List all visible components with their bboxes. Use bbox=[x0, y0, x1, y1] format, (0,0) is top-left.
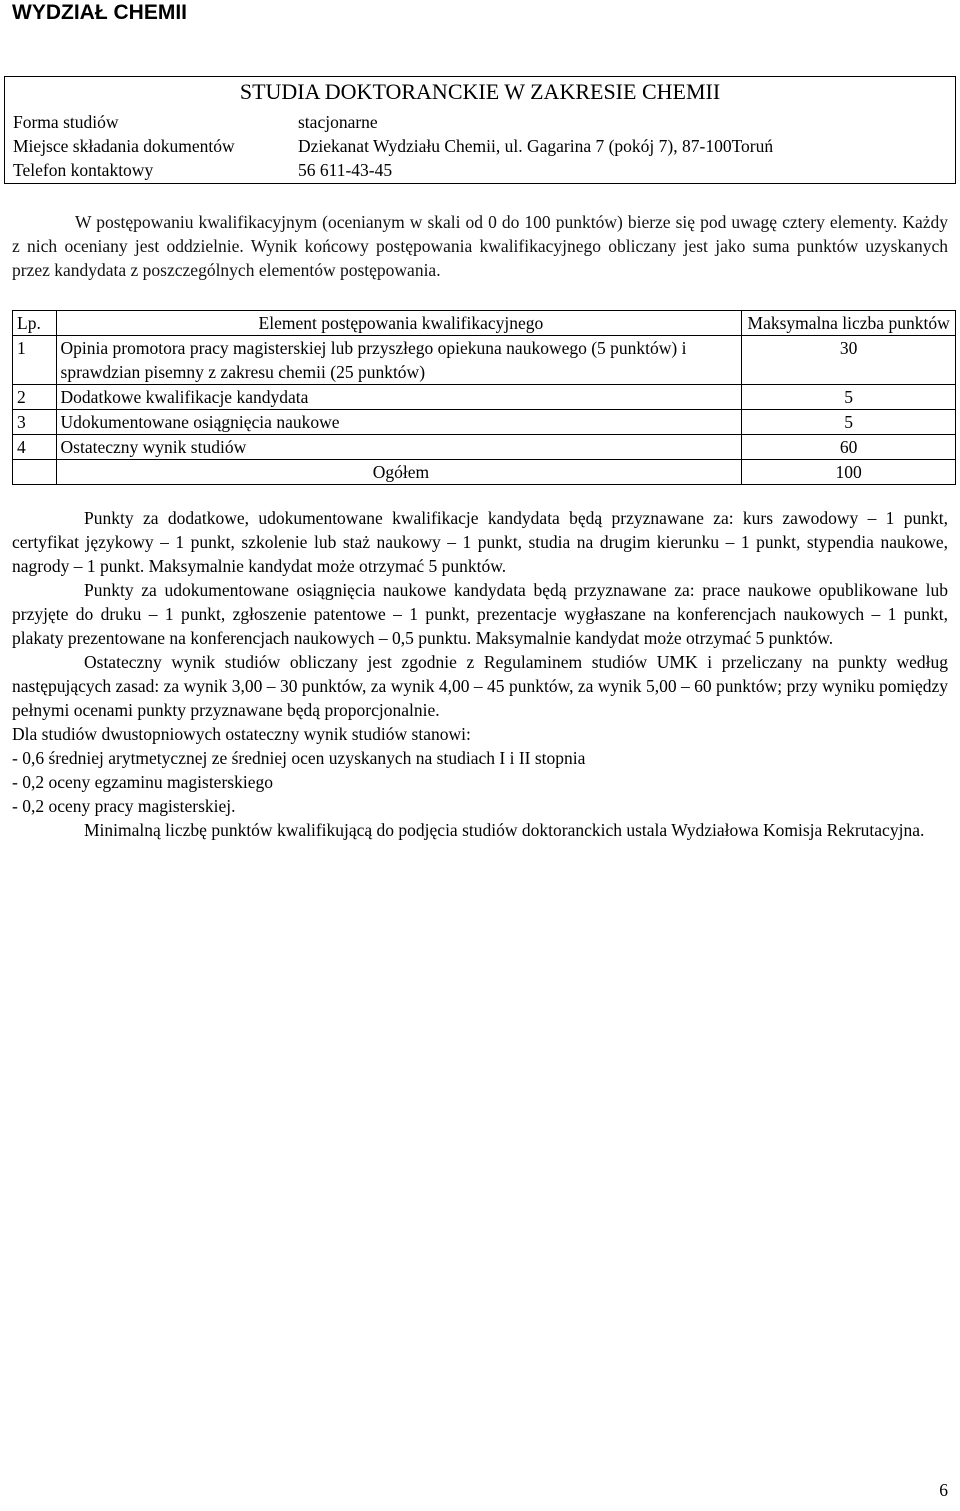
total-label: Ogółem bbox=[56, 460, 742, 485]
header-max-points: Maksymalna liczba punktów bbox=[742, 311, 956, 336]
info-value: Dziekanat Wydziału Chemii, ul. Gagarina 7 (pokój 7), 87-100Toruń bbox=[298, 136, 774, 156]
row-lp: 2 bbox=[13, 385, 57, 410]
body-text bbox=[12, 506, 948, 842]
info-label: Forma studiów bbox=[13, 112, 119, 132]
row-max: 5 bbox=[742, 385, 956, 410]
row-lp: 3 bbox=[13, 410, 57, 435]
paragraph-minimum-points: Minimalną liczbę punktów kwalifikującą do podjęcia studiów doktoranckich ustala Wydziałowa Komisja Rekrutacyjna. bbox=[84, 820, 925, 840]
header-lp: Lp. bbox=[13, 311, 57, 336]
program-info-box bbox=[4, 76, 956, 184]
row-element: Udokumentowane osiągnięcia naukowe bbox=[56, 410, 742, 435]
paragraph-additional-qualifications: Punkty za dodatkowe, udokumentowane kwalifikacje kandydata będą przyznawane za: kurs zawodowy – 1 punkt, certyfikat językowy – 1 punkt, szkolenie lub staż naukowy – 1 punkt, studia na drugim kierunku – 1 punkt, stypendia naukowe, nagrody – 1 punkt. Maksymalnie kandydat może otrzymać 5 punktów. bbox=[12, 508, 948, 576]
row-max: 30 bbox=[742, 336, 956, 385]
table-row bbox=[13, 410, 956, 435]
row-element: Opinia promotora pracy magisterskiej lub przyszłego opiekuna naukowego (5 punktów) i sprawdzian pisemny z zakresu chemii (25 punktów) bbox=[56, 336, 742, 385]
row-max: 60 bbox=[742, 435, 956, 460]
paragraph-final-result: Ostateczny wynik studiów obliczany jest zgodnie z Regulaminem studiów UMK i przeliczany na punkty według następujących zasad: za wynik 3,00 – 30 punktów, za wynik 4,00 – 45 punktów, za wynik 5,00 – 60 punktów; przy wyniku pomiędzy pełnymi ocenami punkty przyznawane będą proporcjonalnie. bbox=[12, 652, 948, 720]
list-item: - 0,2 oceny pracy magisterskiej. bbox=[12, 796, 236, 816]
row-lp: 1 bbox=[13, 336, 57, 385]
faculty-heading: WYDZIAŁ CHEMII bbox=[12, 1, 187, 24]
row-element: Ostateczny wynik studiów bbox=[56, 435, 742, 460]
table-row bbox=[13, 435, 956, 460]
info-value: 56 611-43-45 bbox=[298, 160, 393, 180]
total-value: 100 bbox=[742, 460, 956, 485]
table-row bbox=[13, 385, 956, 410]
row-element: Dodatkowe kwalifikacje kandydata bbox=[56, 385, 742, 410]
list-item: - 0,2 oceny egzaminu magisterskiego bbox=[12, 772, 273, 792]
total-lp-empty bbox=[13, 460, 57, 485]
table-row bbox=[13, 336, 956, 385]
info-value: stacjonarne bbox=[298, 112, 378, 132]
row-lp: 4 bbox=[13, 435, 57, 460]
page-number: 6 bbox=[939, 1480, 948, 1500]
paragraph-two-stage-intro: Dla studiów dwustopniowych ostateczny wynik studiów stanowi: bbox=[12, 724, 471, 744]
paragraph-scientific-achievements: Punkty za udokumentowane osiągnięcia naukowe kandydata będą przyznawane za: prace naukowe opublikowane lub przyjęte do druku – 1 punkt, zgłoszenie patentowe – 1 punkt, prezentacje wygłaszane na konferencjach naukowych – 1 punkt, plakaty prezentowane na konferencjach naukowych – 0,5 punktu. Maksymalnie kandydat może otrzymać 5 punktów. bbox=[12, 580, 948, 648]
intro-text-2: Wynik końcowy postępowania kwalifikacyjnego obliczany jest jako suma punktów uzyskanych przez kandydata z poszczególnych elementów postępowania. bbox=[12, 236, 948, 280]
table-total-row bbox=[13, 460, 956, 485]
list-item: - 0,6 średniej arytmetycznej ze średniej ocen uzyskanych na studiach I i II stopnia bbox=[12, 748, 586, 768]
header-element: Element postępowania kwalifikacyjnego bbox=[56, 311, 742, 336]
criteria-table bbox=[12, 310, 956, 485]
intro-paragraph bbox=[12, 210, 948, 282]
table-header-row bbox=[13, 311, 956, 336]
row-max: 5 bbox=[742, 410, 956, 435]
intro-text-1: W postępowaniu kwalifikacyjnym (ocenianym w skali od 0 do 100 punktów) bierze się pod uwagę cztery elementy. Każdy z nich oceniany jest oddzielnie. bbox=[12, 212, 948, 256]
info-label: Miejsce składania dokumentów bbox=[13, 136, 235, 156]
info-label: Telefon kontaktowy bbox=[13, 160, 154, 180]
program-title: STUDIA DOKTORANCKIE W ZAKRESIE CHEMII bbox=[239, 79, 721, 104]
